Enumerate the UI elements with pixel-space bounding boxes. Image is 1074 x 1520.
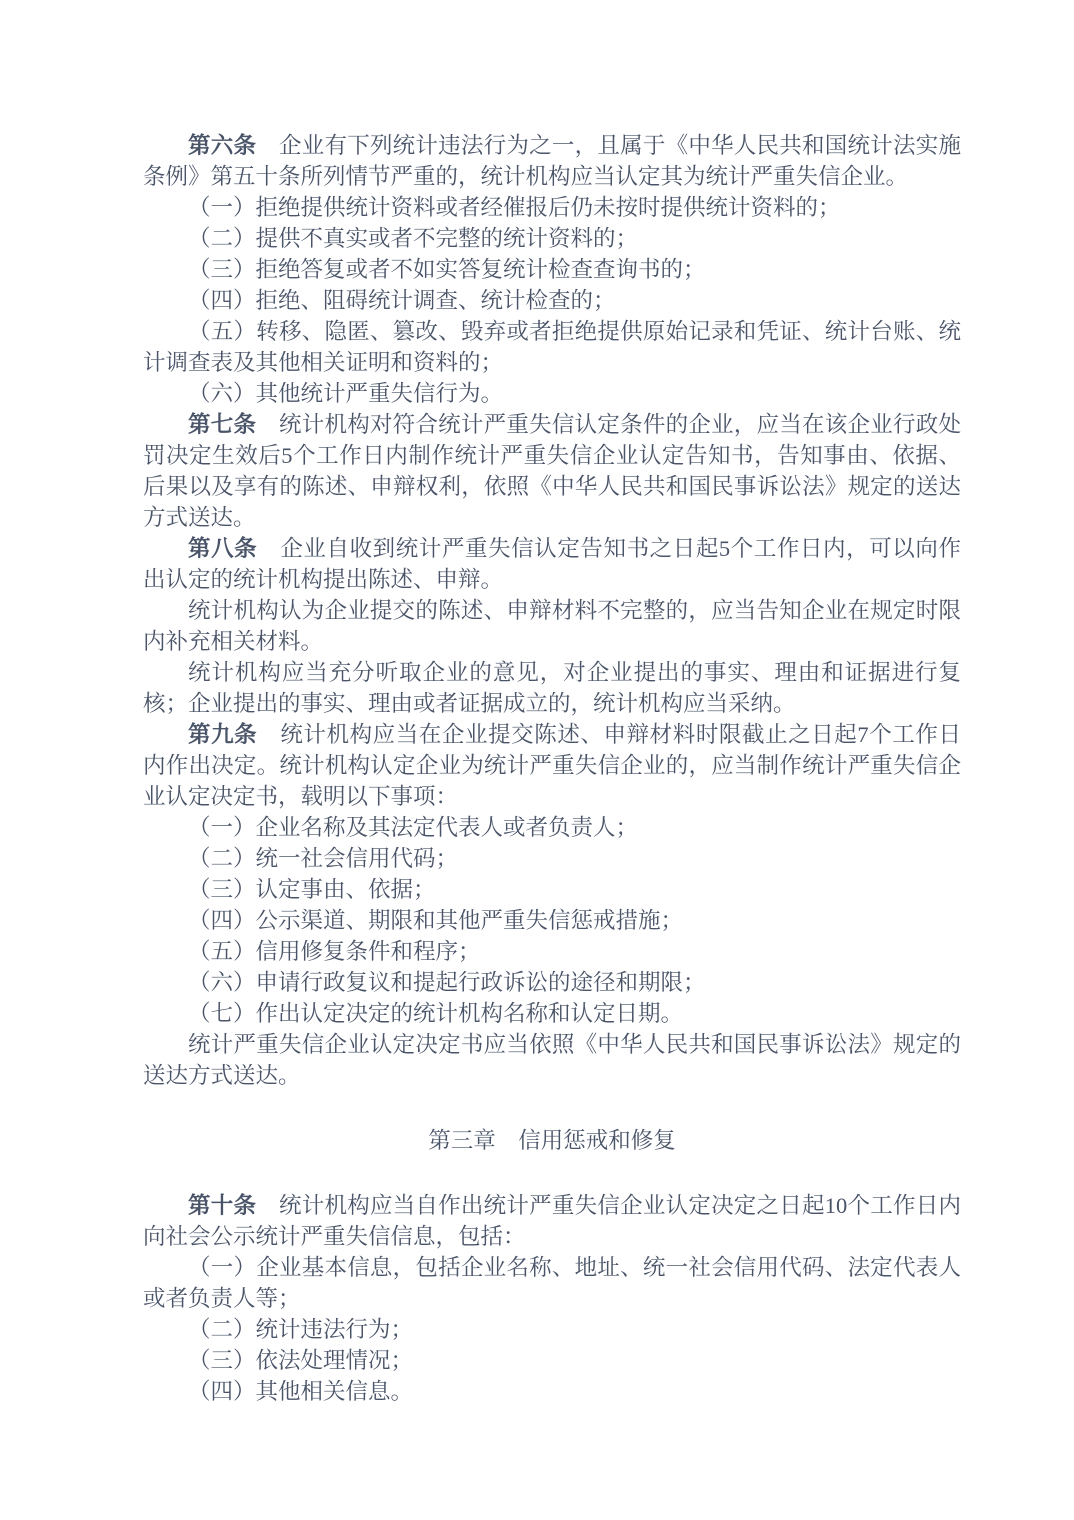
paragraph-text: 统计严重失信企业认定决定书应当依照《中华人民共和国民事诉讼法》规定的送达方式送达。 (143, 1032, 961, 1088)
paragraph-text: 统计机构认为企业提交的陈述、申辩材料不完整的，应当告知企业在规定时限内补充相关材料。 (143, 598, 961, 654)
paragraph-text: （一）企业名称及其法定代表人或者负责人； (188, 815, 639, 840)
paragraph-text: 统计机构应当自作出统计严重失信企业认定决定之日起10个工作日内向社会公示统计严重失信信息，包括： (143, 1193, 961, 1249)
paragraph-text: （二）统计违法行为； (188, 1317, 414, 1342)
article-number-label: 第十条 (188, 1193, 257, 1218)
paragraph-item (143, 998, 961, 1029)
paragraph-text: （六）其他统计严重失信行为。 (188, 381, 504, 406)
paragraph-text: （三）认定事由、依据； (188, 877, 436, 902)
chapter-heading (143, 1125, 961, 1156)
paragraph-article (143, 533, 961, 595)
paragraph-item (143, 936, 961, 967)
paragraph-text: （四）其他相关信息。 (188, 1379, 414, 1404)
article-number-label: 第八条 (188, 536, 258, 561)
paragraph-text: （六）申请行政复议和提起行政诉讼的途径和期限； (188, 970, 706, 995)
paragraph-item (143, 1314, 961, 1345)
article-number-label: 第六条 (188, 133, 257, 158)
paragraph-article (143, 1190, 961, 1252)
paragraph-text: （四）公示渠道、期限和其他严重失信惩戒措施； (188, 908, 684, 933)
paragraph-item (143, 285, 961, 316)
paragraph-text: （一）企业基本信息，包括企业名称、地址、统一社会信用代码、法定代表人或者负责人等； (143, 1255, 961, 1311)
paragraph-item (143, 1376, 961, 1407)
paragraph-article (143, 130, 961, 192)
paragraph-item (143, 1345, 961, 1376)
paragraph-article (143, 409, 961, 533)
paragraph-text: 企业自收到统计严重失信认定告知书之日起5个工作日内，可以向作出认定的统计机构提出陈述、申辩。 (143, 536, 961, 592)
paragraph-item (143, 1252, 961, 1314)
paragraph-item (143, 192, 961, 223)
paragraph-item (143, 316, 961, 378)
article-number-label: 第九条 (188, 722, 258, 747)
paragraph-text: 统计机构对符合统计严重失信认定条件的企业，应当在该企业行政处罚决定生效后5个工作日内制作统计严重失信企业认定告知书，告知事由、依据、后果以及享有的陈述、申辩权利，依照《中华人民共和国民事诉讼法》规定的送达方式送达。 (143, 412, 961, 530)
paragraph-text: （二）提供不真实或者不完整的统计资料的； (188, 226, 639, 251)
paragraph-item (143, 378, 961, 409)
paragraph-text: （一）拒绝提供统计资料或者经催报后仍未按时提供统计资料的； (188, 195, 841, 220)
paragraph-text: 统计机构应当在企业提交陈述、申辩材料时限截止之日起7个工作日内作出决定。统计机构认定企业为统计严重失信企业的，应当制作统计严重失信企业认定决定书，载明以下事项： (143, 722, 961, 809)
paragraph-item (143, 967, 961, 998)
paragraph-body (143, 1029, 961, 1091)
paragraph-item (143, 874, 961, 905)
paragraph-item (143, 223, 961, 254)
paragraph-text: （三）拒绝答复或者不如实答复统计检查查询书的； (188, 257, 706, 282)
paragraph-body (143, 657, 961, 719)
paragraph-text: （七）作出认定决定的统计机构名称和认定日期。 (188, 1001, 684, 1026)
paragraph-text: 企业有下列统计违法行为之一，且属于《中华人民共和国统计法实施条例》第五十条所列情节严重的，统计机构应当认定其为统计严重失信企业。 (143, 133, 961, 189)
paragraph-text: 第三章 信用惩戒和修复 (428, 1128, 676, 1153)
paragraph-body (143, 595, 961, 657)
paragraph-text: （五）转移、隐匿、篡改、毁弃或者拒绝提供原始记录和凭证、统计台账、统计调查表及其他相关证明和资料的； (143, 319, 961, 375)
paragraph-article (143, 719, 961, 812)
paragraph-text: （五）信用修复条件和程序； (188, 939, 481, 964)
article-number-label: 第七条 (188, 412, 257, 437)
paragraph-item (143, 905, 961, 936)
document-text-block (143, 130, 961, 1407)
paragraph-text: （四）拒绝、阻碍统计调查、统计检查的； (188, 288, 616, 313)
paragraph-item (143, 812, 961, 843)
paragraph-text: （三）依法处理情况； (188, 1348, 414, 1373)
paragraph-item (143, 254, 961, 285)
paragraph-item (143, 843, 961, 874)
paragraph-text: 统计机构应当充分听取企业的意见，对企业提出的事实、理由和证据进行复核；企业提出的事实、理由或者证据成立的，统计机构应当采纳。 (143, 660, 961, 716)
paragraph-text: （二）统一社会信用代码； (188, 846, 459, 871)
